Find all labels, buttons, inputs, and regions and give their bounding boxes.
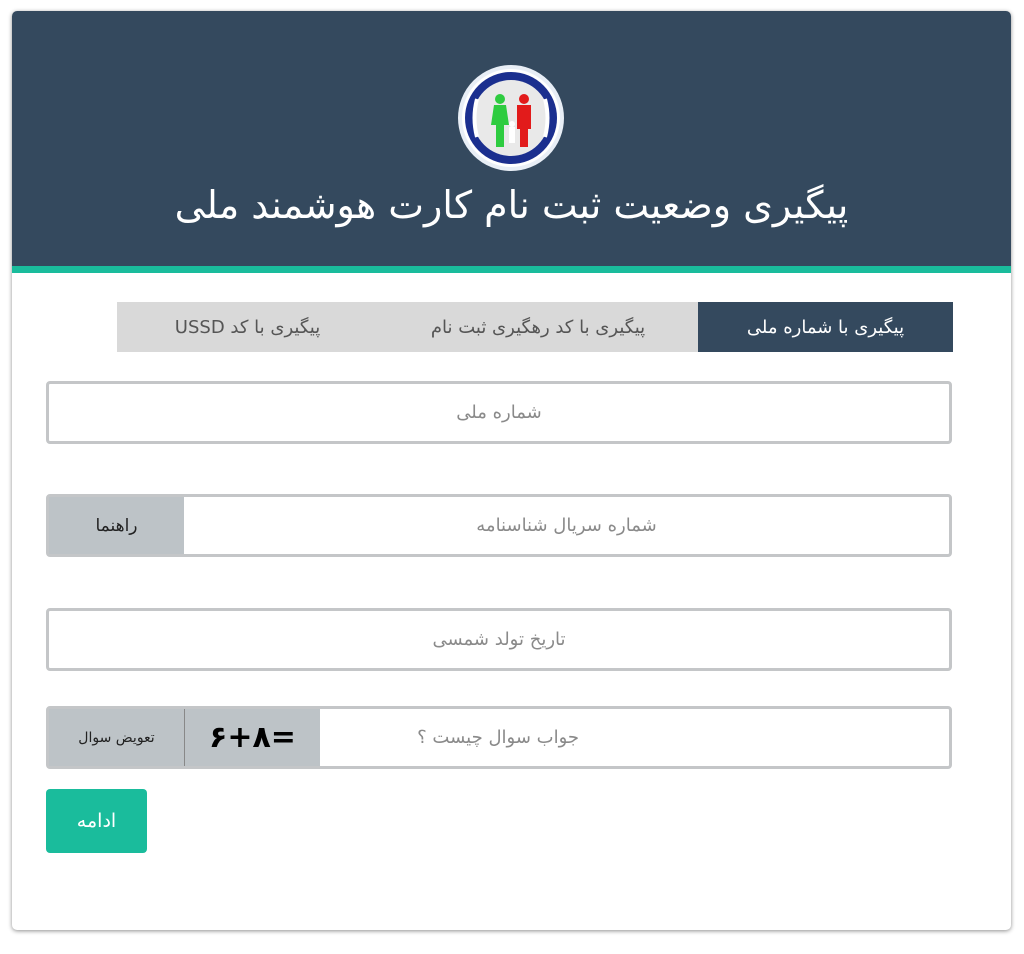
national-id-logo	[458, 65, 564, 171]
tab-ussd-code[interactable]: پیگیری با کد USSD	[174, 316, 321, 338]
serial-input[interactable]	[184, 497, 949, 554]
continue-button[interactable]: ادامه	[46, 789, 147, 853]
tracking-tabs	[117, 302, 953, 352]
national-id-field	[46, 381, 952, 444]
serial-field	[46, 494, 952, 557]
page-title: پیگیری وضعیت ثبت نام کارت هوشمند ملی	[174, 183, 849, 227]
national-id-input[interactable]	[49, 384, 949, 441]
tracking-card	[12, 11, 1011, 930]
captcha-answer-input[interactable]	[320, 709, 949, 766]
captcha-field	[46, 706, 952, 769]
change-question-button[interactable]: تعویض سوال	[49, 709, 184, 766]
tab-tracking-code[interactable]: پیگیری با کد رهگیری ثبت نام	[430, 316, 646, 338]
tab-national-id[interactable]: پیگیری با شماره ملی	[698, 302, 953, 352]
captcha-image: ۶+۸=	[184, 709, 320, 766]
guide-button[interactable]: راهنما	[49, 497, 184, 554]
birthdate-field	[46, 608, 952, 671]
birthdate-input[interactable]	[49, 611, 949, 668]
page-header	[12, 11, 1011, 273]
